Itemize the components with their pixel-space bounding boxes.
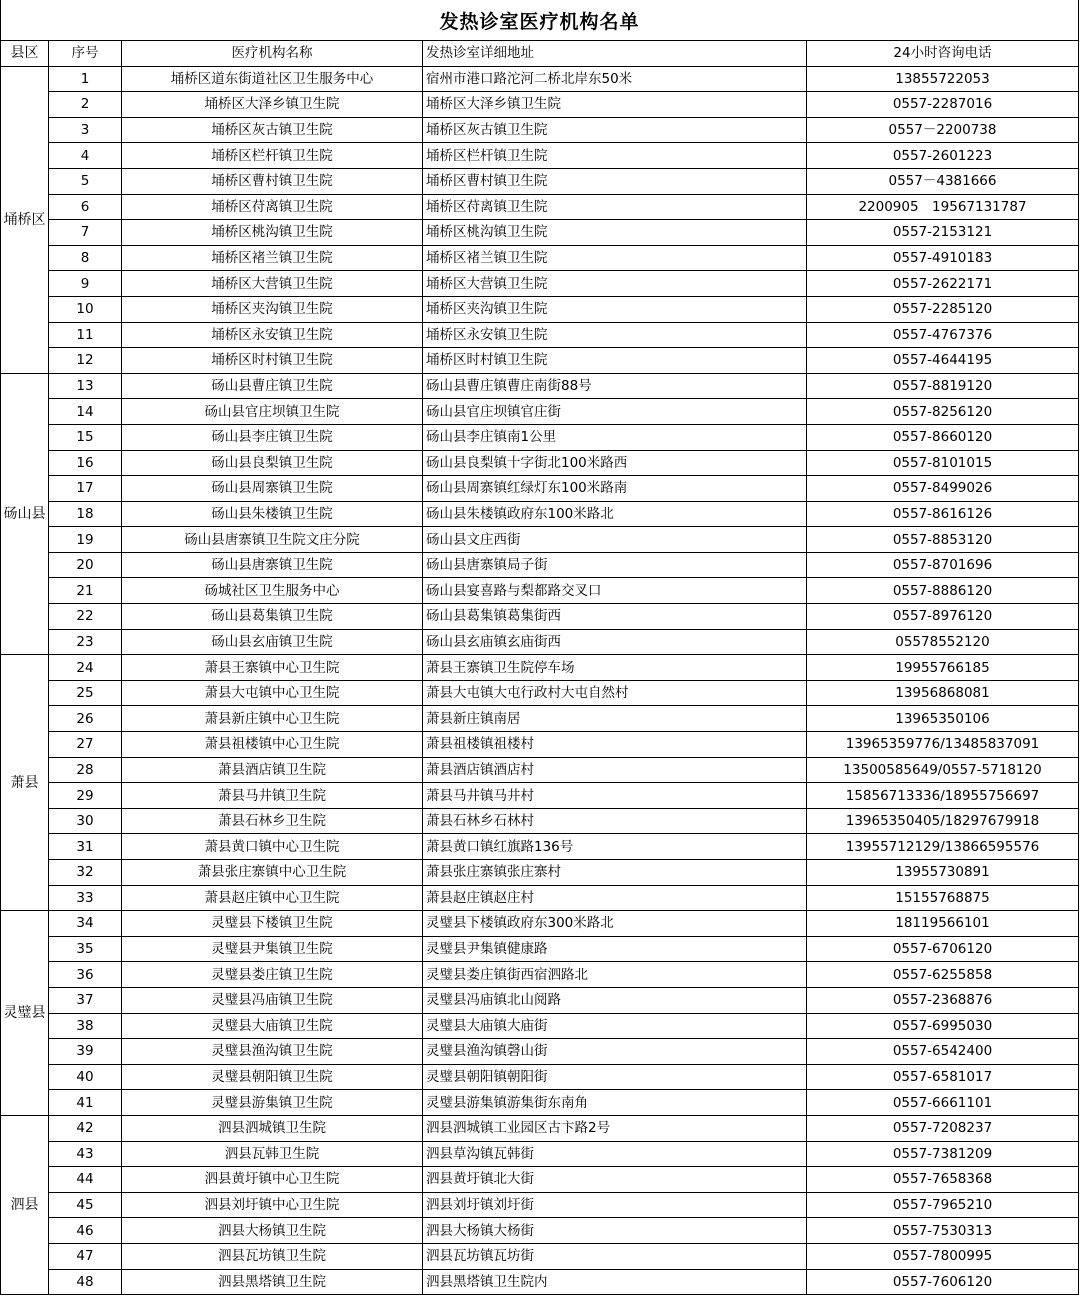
table-row [1,860,1079,886]
name-cell: 埇桥区曹村镇卫生院 [122,168,423,194]
phone-cell: 0557-8616126 [807,501,1079,527]
address-cell: 萧县马井镇马井村 [423,783,807,809]
address-cell: 埇桥区栏杆镇卫生院 [423,143,807,169]
address-cell: 萧县石林乡石林村 [423,808,807,834]
table-row [1,808,1079,834]
phone-cell: 0557-2601223 [807,143,1079,169]
seq-cell: 39 [49,1039,122,1065]
name-cell: 泗县瓦韩卫生院 [122,1141,423,1167]
name-cell: 砀城社区卫生服务中心 [122,578,423,604]
seq-cell: 17 [49,476,122,502]
seq-cell: 12 [49,348,122,374]
table-row [1,168,1079,194]
seq-cell: 24 [49,655,122,681]
name-cell: 灵璧县下楼镇卫生院 [122,911,423,937]
table-row [1,66,1079,92]
name-cell: 埇桥区夹沟镇卫生院 [122,296,423,322]
name-cell: 萧县酒店镇卫生院 [122,757,423,783]
phone-cell: 0557-7606120 [807,1269,1079,1295]
phone-cell: 13955712129/13866595576 [807,834,1079,860]
address-cell: 埇桥区苻离镇卫生院 [423,194,807,220]
address-cell: 泗县草沟镇瓦韩街 [423,1141,807,1167]
county-cell: 萧县 [1,655,49,911]
phone-cell: 19955766185 [807,655,1079,681]
phone-cell: 13965350106 [807,706,1079,732]
name-cell: 埇桥区栏杆镇卫生院 [122,143,423,169]
phone-cell: 0557-8819120 [807,373,1079,399]
address-cell: 埇桥区时村镇卫生院 [423,348,807,374]
phone-cell: 0557-8499026 [807,476,1079,502]
address-cell: 泗县刘圩镇刘圩街 [423,1192,807,1218]
address-cell: 灵璧县尹集镇健康路 [423,936,807,962]
phone-cell: 0557-8976120 [807,604,1079,630]
phone-cell: 0557-7381209 [807,1141,1079,1167]
seq-cell: 18 [49,501,122,527]
seq-cell: 7 [49,220,122,246]
table-row [1,501,1079,527]
phone-cell: 0557-6995030 [807,1013,1079,1039]
seq-cell: 48 [49,1269,122,1295]
name-cell: 砀山县周寨镇卫生院 [122,476,423,502]
seq-cell: 27 [49,732,122,758]
seq-cell: 45 [49,1192,122,1218]
name-cell: 灵璧县大庙镇卫生院 [122,1013,423,1039]
seq-cell: 1 [49,66,122,92]
table-row [1,296,1079,322]
seq-cell: 46 [49,1218,122,1244]
table-row [1,1218,1079,1244]
seq-cell: 36 [49,962,122,988]
seq-cell: 9 [49,271,122,297]
seq-cell: 19 [49,527,122,553]
table-row [1,1167,1079,1193]
phone-cell: 0557-6581017 [807,1064,1079,1090]
address-cell: 灵璧县渔沟镇磬山街 [423,1039,807,1065]
address-cell: 砀山县葛集镇葛集街西 [423,604,807,630]
phone-cell: 0557-7208237 [807,1115,1079,1141]
address-cell: 砀山县官庄坝镇官庄街 [423,399,807,425]
address-cell: 萧县祖楼镇祖楼村 [423,732,807,758]
name-cell: 灵璧县朝阳镇卫生院 [122,1064,423,1090]
address-cell: 灵璧县游集镇游集街东南角 [423,1090,807,1116]
table-row [1,680,1079,706]
seq-cell: 13 [49,373,122,399]
page-title: 发热诊室医疗机构名单 [0,0,1079,40]
table-row [1,1243,1079,1269]
phone-cell: 0557-8256120 [807,399,1079,425]
table-row [1,194,1079,220]
table-row [1,911,1079,937]
seq-cell: 23 [49,629,122,655]
table-row [1,245,1079,271]
name-cell: 埇桥区褚兰镇卫生院 [122,245,423,271]
address-cell: 萧县新庄镇南居 [423,706,807,732]
header-address: 发热诊室详细地址 [423,41,807,67]
phone-cell: 0557-2622171 [807,271,1079,297]
name-cell: 埇桥区大泽乡镇卫生院 [122,92,423,118]
phone-cell: 0557－4381666 [807,168,1079,194]
seq-cell: 22 [49,604,122,630]
phone-cell: 0557－2200738 [807,117,1079,143]
phone-cell: 0557-8853120 [807,527,1079,553]
table-row [1,1192,1079,1218]
name-cell: 砀山县曹庄镇卫生院 [122,373,423,399]
seq-cell: 35 [49,936,122,962]
address-cell: 灵璧县冯庙镇北山阅路 [423,987,807,1013]
seq-cell: 32 [49,860,122,886]
header-seq: 序号 [49,41,122,67]
address-cell: 萧县张庄寨镇张庄寨村 [423,860,807,886]
address-cell: 萧县黄口镇红旗路136号 [423,834,807,860]
name-cell: 灵璧县冯庙镇卫生院 [122,987,423,1013]
phone-cell: 15856713336/18955756697 [807,783,1079,809]
seq-cell: 15 [49,424,122,450]
county-cell: 灵璧县 [1,911,49,1116]
seq-cell: 31 [49,834,122,860]
address-cell: 灵璧县大庙镇大庙街 [423,1013,807,1039]
table-row [1,1090,1079,1116]
table-row [1,732,1079,758]
phone-cell: 13855722053 [807,66,1079,92]
name-cell: 砀山县唐寨镇卫生院 [122,552,423,578]
name-cell: 灵璧县渔沟镇卫生院 [122,1039,423,1065]
table-row [1,322,1079,348]
phone-cell: 0557-6661101 [807,1090,1079,1116]
phone-cell: 18119566101 [807,911,1079,937]
seq-cell: 10 [49,296,122,322]
table-row [1,450,1079,476]
address-cell: 泗县黄圩镇北大街 [423,1167,807,1193]
phone-cell: 0557-6542400 [807,1039,1079,1065]
table-row [1,399,1079,425]
phone-cell: 0557-8886120 [807,578,1079,604]
address-cell: 埇桥区夹沟镇卫生院 [423,296,807,322]
phone-cell: 15155768875 [807,885,1079,911]
seq-cell: 44 [49,1167,122,1193]
address-cell: 萧县大屯镇大屯行政村大屯自然村 [423,680,807,706]
name-cell: 埇桥区灰古镇卫生院 [122,117,423,143]
seq-cell: 43 [49,1141,122,1167]
seq-cell: 16 [49,450,122,476]
phone-cell: 0557-4644195 [807,348,1079,374]
address-cell: 泗县瓦坊镇瓦坊街 [423,1243,807,1269]
table-row [1,962,1079,988]
table-row [1,783,1079,809]
table-row [1,1039,1079,1065]
table-row [1,655,1079,681]
table-row [1,834,1079,860]
name-cell: 砀山县玄庙镇卫生院 [122,629,423,655]
table-row [1,987,1079,1013]
table-row [1,476,1079,502]
phone-cell: 05578552120 [807,629,1079,655]
phone-cell: 13965359776/13485837091 [807,732,1079,758]
address-cell: 泗县泗城镇工业园区古卞路2号 [423,1115,807,1141]
county-cell: 埇桥区 [1,66,49,373]
name-cell: 砀山县良梨镇卫生院 [122,450,423,476]
name-cell: 埇桥区道东街道社区卫生服务中心 [122,66,423,92]
table-row [1,1064,1079,1090]
table-row [1,936,1079,962]
address-cell: 萧县酒店镇酒店村 [423,757,807,783]
seq-cell: 42 [49,1115,122,1141]
address-cell: 埇桥区大营镇卫生院 [423,271,807,297]
phone-cell: 0557-7800995 [807,1243,1079,1269]
phone-cell: 13965350405/18297679918 [807,808,1079,834]
phone-cell: 0557-4910183 [807,245,1079,271]
seq-cell: 14 [49,399,122,425]
seq-cell: 34 [49,911,122,937]
header-row [1,41,1079,67]
phone-cell: 0557-8701696 [807,552,1079,578]
seq-cell: 8 [49,245,122,271]
address-cell: 砀山县唐寨镇局子街 [423,552,807,578]
table-row [1,706,1079,732]
seq-cell: 41 [49,1090,122,1116]
address-cell: 砀山县李庄镇南1公里 [423,424,807,450]
seq-cell: 25 [49,680,122,706]
phone-cell: 0557-6706120 [807,936,1079,962]
name-cell: 砀山县葛集镇卫生院 [122,604,423,630]
address-cell: 灵璧县朝阳镇朝阳街 [423,1064,807,1090]
name-cell: 泗县黑塔镇卫生院 [122,1269,423,1295]
phone-cell: 0557-4767376 [807,322,1079,348]
seq-cell: 2 [49,92,122,118]
county-cell: 泗县 [1,1115,49,1294]
phone-cell: 0557-6255858 [807,962,1079,988]
name-cell: 萧县大屯镇中心卫生院 [122,680,423,706]
seq-cell: 26 [49,706,122,732]
address-cell: 砀山县曹庄镇曹庄南街88号 [423,373,807,399]
table-row [1,424,1079,450]
table-row [1,117,1079,143]
phone-cell: 0557-7530313 [807,1218,1079,1244]
seq-cell: 40 [49,1064,122,1090]
address-cell: 埇桥区永安镇卫生院 [423,322,807,348]
header-county: 县区 [1,41,49,67]
table-row [1,1269,1079,1295]
name-cell: 泗县大杨镇卫生院 [122,1218,423,1244]
name-cell: 砀山县李庄镇卫生院 [122,424,423,450]
name-cell: 萧县张庄寨镇中心卫生院 [122,860,423,886]
address-cell: 萧县赵庄镇赵庄村 [423,885,807,911]
seq-cell: 6 [49,194,122,220]
phone-cell: 13955730891 [807,860,1079,886]
name-cell: 埇桥区永安镇卫生院 [122,322,423,348]
header-name: 医疗机构名称 [122,41,423,67]
seq-cell: 30 [49,808,122,834]
phone-cell: 13500585649/0557-5718120 [807,757,1079,783]
address-cell: 砀山县朱楼镇政府东100米路北 [423,501,807,527]
address-cell: 埇桥区灰古镇卫生院 [423,117,807,143]
table-row [1,578,1079,604]
address-cell: 砀山县周寨镇红绿灯东100米路南 [423,476,807,502]
address-cell: 埇桥区大泽乡镇卫生院 [423,92,807,118]
name-cell: 萧县新庄镇中心卫生院 [122,706,423,732]
institution-table [0,40,1079,1295]
table-row [1,373,1079,399]
seq-cell: 21 [49,578,122,604]
table-row [1,604,1079,630]
address-cell: 泗县大杨镇大杨街 [423,1218,807,1244]
table-body [1,66,1079,1295]
name-cell: 萧县黄口镇中心卫生院 [122,834,423,860]
name-cell: 泗县瓦坊镇卫生院 [122,1243,423,1269]
name-cell: 萧县马井镇卫生院 [122,783,423,809]
table-row [1,552,1079,578]
name-cell: 砀山县官庄坝镇卫生院 [122,399,423,425]
name-cell: 萧县祖楼镇中心卫生院 [122,732,423,758]
name-cell: 萧县赵庄镇中心卫生院 [122,885,423,911]
phone-cell: 0557-8101015 [807,450,1079,476]
seq-cell: 20 [49,552,122,578]
address-cell: 砀山县良梨镇十字街北100米路西 [423,450,807,476]
address-cell: 泗县黑塔镇卫生院内 [423,1269,807,1295]
name-cell: 泗县黄圩镇中心卫生院 [122,1167,423,1193]
seq-cell: 11 [49,322,122,348]
table-row [1,757,1079,783]
name-cell: 灵璧县娄庄镇卫生院 [122,962,423,988]
table-row [1,1141,1079,1167]
table-row [1,885,1079,911]
table-row [1,348,1079,374]
address-cell: 砀山县玄庙镇玄庙街西 [423,629,807,655]
table-row [1,1013,1079,1039]
phone-cell: 0557-2285120 [807,296,1079,322]
name-cell: 埇桥区苻离镇卫生院 [122,194,423,220]
name-cell: 砀山县唐寨镇卫生院文庄分院 [122,527,423,553]
table-row [1,92,1079,118]
seq-cell: 29 [49,783,122,809]
county-cell: 砀山县 [1,373,49,655]
seq-cell: 37 [49,987,122,1013]
name-cell: 埇桥区大营镇卫生院 [122,271,423,297]
phone-cell: 0557-2153121 [807,220,1079,246]
address-cell: 砀山县文庄西街 [423,527,807,553]
phone-cell: 2200905 19567131787 [807,194,1079,220]
phone-cell: 0557-8660120 [807,424,1079,450]
name-cell: 泗县刘圩镇中心卫生院 [122,1192,423,1218]
address-cell: 砀山县宴喜路与梨都路交叉口 [423,578,807,604]
header-phone: 24小时咨询电话 [807,41,1079,67]
address-cell: 宿州市港口路沱河二桥北岸东50米 [423,66,807,92]
phone-cell: 0557-7965210 [807,1192,1079,1218]
name-cell: 灵璧县尹集镇卫生院 [122,936,423,962]
table-row [1,143,1079,169]
seq-cell: 47 [49,1243,122,1269]
name-cell: 埇桥区桃沟镇卫生院 [122,220,423,246]
address-cell: 萧县王寨镇卫生院停车场 [423,655,807,681]
address-cell: 埇桥区桃沟镇卫生院 [423,220,807,246]
address-cell: 埇桥区褚兰镇卫生院 [423,245,807,271]
name-cell: 埇桥区时村镇卫生院 [122,348,423,374]
seq-cell: 5 [49,168,122,194]
address-cell: 灵璧县娄庄镇街西宿泗路北 [423,962,807,988]
phone-cell: 13956868081 [807,680,1079,706]
name-cell: 萧县王寨镇中心卫生院 [122,655,423,681]
phone-cell: 0557-2368876 [807,987,1079,1013]
name-cell: 萧县石林乡卫生院 [122,808,423,834]
name-cell: 灵璧县游集镇卫生院 [122,1090,423,1116]
name-cell: 砀山县朱楼镇卫生院 [122,501,423,527]
table-row [1,527,1079,553]
seq-cell: 33 [49,885,122,911]
table-row [1,1115,1079,1141]
table-row [1,220,1079,246]
table-row [1,629,1079,655]
phone-cell: 0557-2287016 [807,92,1079,118]
name-cell: 泗县泗城镇卫生院 [122,1115,423,1141]
seq-cell: 28 [49,757,122,783]
address-cell: 灵璧县下楼镇政府东300米路北 [423,911,807,937]
table-row [1,271,1079,297]
address-cell: 埇桥区曹村镇卫生院 [423,168,807,194]
seq-cell: 4 [49,143,122,169]
seq-cell: 3 [49,117,122,143]
phone-cell: 0557-7658368 [807,1167,1079,1193]
seq-cell: 38 [49,1013,122,1039]
